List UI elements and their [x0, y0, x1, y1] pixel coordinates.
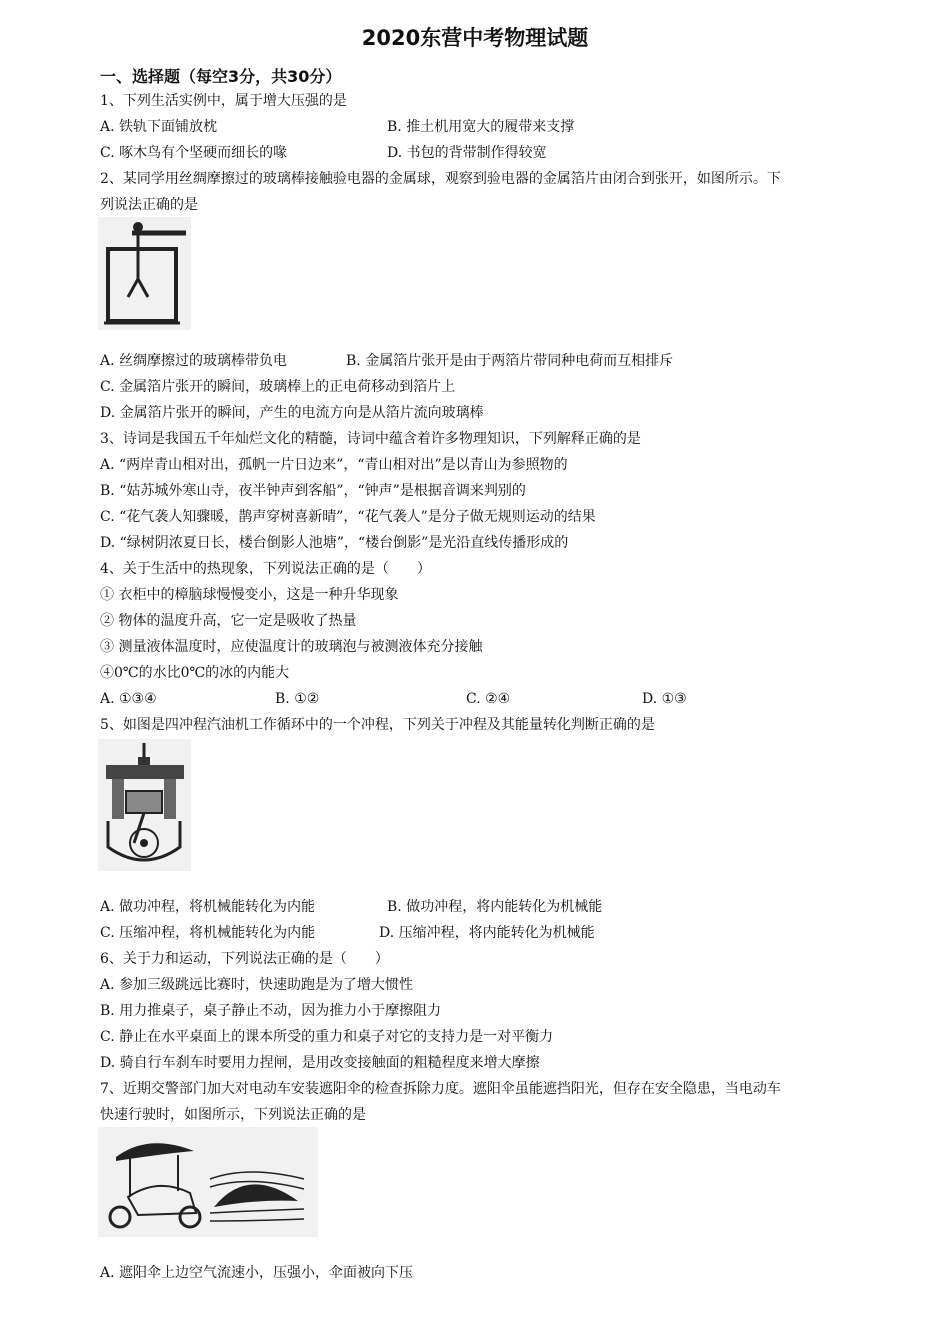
q6-option-a: A. 参加三级跳远比赛时，快速助跑是为了增大惯性: [100, 977, 414, 993]
q4-statement-4: ④0℃的水比0℃的冰的内能大: [100, 665, 290, 681]
q4-statement-3: ③ 测量液体温度时，应使温度计的玻璃泡与被测液体充分接触: [100, 639, 483, 655]
q6-option-b: B. 用力推桌子，桌子静止不动，因为推力小于摩擦阻力: [100, 1003, 442, 1019]
q5-option-c: C. 压缩冲程，将机械能转化为内能: [100, 925, 316, 941]
q4-statement-2: ② 物体的温度升高，它一定是吸收了热量: [100, 613, 357, 629]
q7-stem-line2: 快速行驶时，如图所示，下列说法正确的是: [100, 1107, 366, 1123]
q6-option-c: C. 静止在水平桌面上的课本所受的重力和桌子对它的支持力是一对平衡力: [100, 1029, 554, 1045]
q2-stem-line1: 2、某同学用丝绸摩擦过的玻璃棒接触验电器的金属球，观察到验电器的金属箔片由闭合到张开，如图所示。下: [100, 171, 781, 187]
q1-option-d: D. 书包的背带制作得较宽: [387, 145, 547, 161]
q4-statement-1: ① 衣柜中的樟脑球慢慢变小，这是一种升华现象: [100, 587, 399, 603]
q5-option-d: D. 压缩冲程，将内能转化为机械能: [379, 925, 595, 941]
q1-option-b: B. 推土机用宽大的履带来支撑: [387, 119, 575, 135]
q1-stem: 1、下列生活实例中，属于增大压强的是: [100, 93, 347, 109]
q5-option-a: A. 做功冲程，将机械能转化为内能: [100, 899, 316, 915]
q3-stem: 3、诗词是我国五千年灿烂文化的精髓，诗词中蕴含着许多物理知识，下列解释正确的是: [100, 431, 641, 447]
q6-option-d: D. 骑自行车刹车时要用力捏闸，是用改变接触面的粗糙程度来增大摩擦: [100, 1055, 540, 1071]
q3-option-a: A. “两岸青山相对出，孤帆一片日边来”，“青山相对出”是以青山为参照物的: [100, 457, 568, 473]
q2-option-d: D. 金属箔片张开的瞬间，产生的电流方向是从箔片流向玻璃棒: [100, 405, 484, 421]
q3-option-b: B. “姑苏城外寒山寺，夜半钟声到客船”，“钟声”是根据音调来判别的: [100, 483, 526, 499]
q3-option-d: D. “绿树阴浓夏日长，楼台倒影人池塘”，“楼台倒影”是光沿直线传播形成的: [100, 535, 569, 551]
q1-option-a: A. 铁轨下面铺放枕: [100, 119, 218, 135]
page-title: 2020东营中考物理试题: [361, 26, 589, 50]
q5-stem: 5、如图是四冲程汽油机工作循环中的一个冲程，下列关于冲程及其能量转化判断正确的是: [100, 717, 655, 733]
q5-option-b: B. 做功冲程，将内能转化为机械能: [387, 899, 603, 915]
q4-option-b: B. ①②: [275, 691, 320, 707]
q6-stem: 6、关于力和运动，下列说法正确的是（ ）: [100, 951, 389, 967]
q2-option-a: A. 丝绸摩擦过的玻璃棒带负电: [100, 353, 288, 369]
q2-option-c: C. 金属箔片张开的瞬间，玻璃棒上的正电荷移动到箔片上: [100, 379, 456, 395]
q4-option-c: C. ②④: [466, 691, 511, 707]
q4-stem: 4、关于生活中的热现象，下列说法正确的是（ ）: [100, 561, 431, 577]
q4-option-d: D. ①③: [642, 691, 687, 707]
q2-stem-line2: 列说法正确的是: [100, 197, 198, 213]
q2-option-b: B. 金属箔片张开是由于两箔片带同种电荷而互相排斥: [346, 353, 674, 369]
scooter-umbrella-figure: [98, 1127, 318, 1237]
q4-option-a: A. ①③④: [100, 691, 157, 707]
q3-option-c: C. “花气袭人知骤暖，鹊声穿树喜新晴”，“花气袭人”是分子做无规则运动的结果: [100, 509, 596, 525]
q7-option-a: A. 遮阳伞上边空气流速小，压强小，伞面被向下压: [100, 1265, 414, 1281]
engine-stroke-figure: [98, 739, 191, 871]
q7-stem-line1: 7、近期交警部门加大对电动车安装遮阳伞的检查拆除力度。遮阳伞虽能遮挡阳光，但存在安全隐患，当电动车: [100, 1081, 781, 1097]
electroscope-figure: [98, 217, 191, 330]
q1-option-c: C. 啄木鸟有个坚硬而细长的喙: [100, 145, 288, 161]
section-heading: 一、选择题（每空3分，共30分）: [100, 67, 342, 86]
